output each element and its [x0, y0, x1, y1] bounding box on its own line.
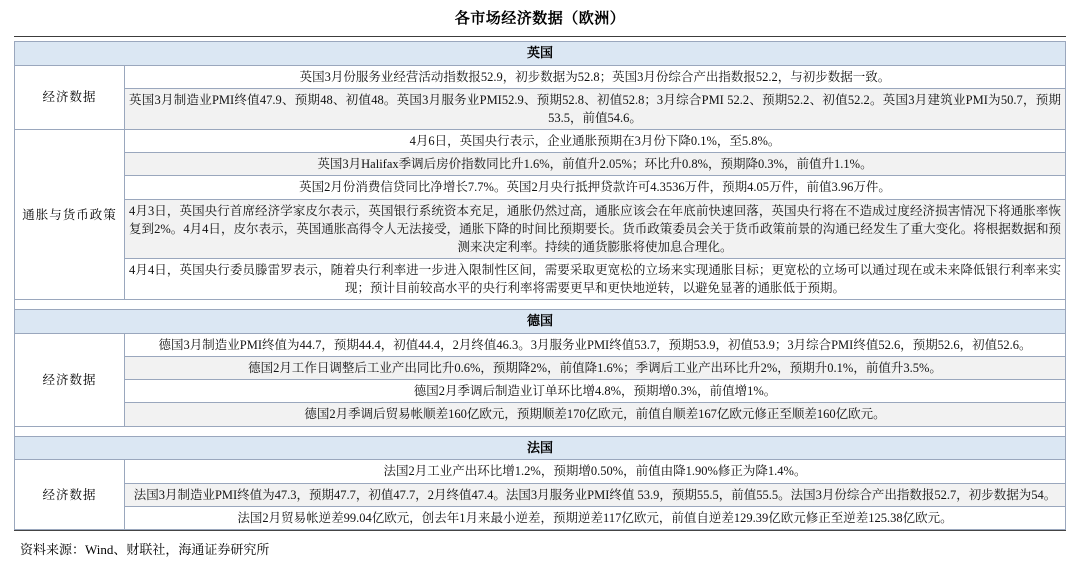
- row-label: 经济数据: [15, 65, 125, 129]
- table-row: [15, 153, 1066, 176]
- row-content: 德国2月季调后贸易帐顺差160亿欧元，预期顺差170亿欧元，前值自顺差167亿欧元修正至顺差160亿欧元。: [125, 403, 1066, 426]
- country-header-row: [15, 310, 1066, 334]
- row-content: 英国3月制造业PMI终值47.9、预期48、初值48。英国3月服务业PMI52.9、预期52.8、初值52.8；3月综合PMI 52.2、预期52.2、初值52.2。英国3月建筑业PMI为50.7，预期53.5，前值54.6。: [125, 88, 1066, 129]
- row-label: 通胀与货币政策: [15, 130, 125, 300]
- table-row: [15, 380, 1066, 403]
- country-name: 德国: [15, 310, 1066, 334]
- row-content: 4月4日，英国央行委员滕雷罗表示，随着央行利率进一步进入限制性区间，需要采取更宽松的立场来实现通胀目标；更宽松的立场可以通过现在或未来降低银行利率来实现；预计目前较高水平的央行利率将需要更早和更快地逆转，以避免显著的通胀低于预期。: [125, 258, 1066, 299]
- table-row: [15, 403, 1066, 426]
- table-row: [15, 460, 1066, 483]
- row-content: 英国3月Halifax季调后房价指数同比升1.6%，前值升2.05%；环比升0.8%，预期降0.3%，前值升1.1%。: [125, 153, 1066, 176]
- table-row: [15, 88, 1066, 129]
- table-row: [15, 176, 1066, 199]
- table-body: [15, 42, 1066, 530]
- table-row: [15, 334, 1066, 357]
- economic-data-table: [14, 41, 1066, 530]
- title-divider: [14, 36, 1066, 37]
- section-spacer: [15, 300, 1066, 310]
- row-content: 德国2月工作日调整后工业产出同比升0.6%，预期降2%，前值降1.6%；季调后工业产出环比升2%，预期升0.1%，前值升3.5%。: [125, 357, 1066, 380]
- row-label: 经济数据: [15, 460, 125, 529]
- section-spacer: [15, 426, 1066, 436]
- country-name: 英国: [15, 42, 1066, 66]
- row-content: 英国2月份消费信贷同比净增长7.7%。英国2月央行抵押贷款许可4.3536万件，预期4.05万件，前值3.96万件。: [125, 176, 1066, 199]
- row-content: 法国2月贸易帐逆差99.04亿欧元，创去年1月来最小逆差，预期逆差117亿欧元，前值自逆差129.39亿欧元修正至逆差125.38亿欧元。: [125, 506, 1066, 529]
- page-title: 各市场经济数据（欧洲）: [454, 11, 626, 27]
- row-content: 法国2月工业产出环比增1.2%，预期增0.50%，前值由降1.90%修正为降1.4%。: [125, 460, 1066, 483]
- table-row: [15, 199, 1066, 258]
- table-row: [15, 506, 1066, 529]
- row-content: 德国2月季调后制造业订单环比增4.8%，预期增0.3%，前值增1%。: [125, 380, 1066, 403]
- table-row: [15, 65, 1066, 88]
- table-row: [15, 483, 1066, 506]
- table-row: [15, 258, 1066, 299]
- table-row: [15, 130, 1066, 153]
- source-note: 资料来源：Wind、财联社，海通证券研究所: [20, 541, 270, 557]
- country-header-row: [15, 42, 1066, 66]
- country-name: 法国: [15, 436, 1066, 460]
- row-content: 4月6日，英国央行表示，企业通胀预期在3月份下降0.1%，至5.8%。: [125, 130, 1066, 153]
- row-content: 德国3月制造业PMI终值为44.7，预期44.4，初值44.4，2月终值46.3。3月服务业PMI终值53.7，预期53.9，初值53.9；3月综合PMI终值52.6，预期52.6，初值52.6。: [125, 334, 1066, 357]
- row-content: 4月3日，英国央行首席经济学家皮尔表示，英国银行系统资本充足，通胀仍然过高，通胀应该会在年底前快速回落，英国央行将在不造成过度经济损害情况下将通胀率恢复到2%。4月4日，皮尔表示，英国通胀高得令人无法接受，通胀下降的时间比预期要长。货币政策委员会关于货币政策前景的沟通已经发生了重大变化。将根据数据和预测来决定利率。持续的通货膨胀将使加息合理化。: [125, 199, 1066, 258]
- row-content: 英国3月份服务业经营活动指数报52.9，初步数据为52.8；英国3月份综合产出指数报52.2，与初步数据一致。: [125, 65, 1066, 88]
- row-content: 法国3月制造业PMI终值为47.3，预期47.7，初值47.7，2月终值47.4。法国3月服务业PMI终值 53.9，预期55.5，前值55.5。法国3月份综合产出指数报52.7，初步数据为54。: [125, 483, 1066, 506]
- country-header-row: [15, 436, 1066, 460]
- table-row: [15, 357, 1066, 380]
- row-label: 经济数据: [15, 334, 125, 427]
